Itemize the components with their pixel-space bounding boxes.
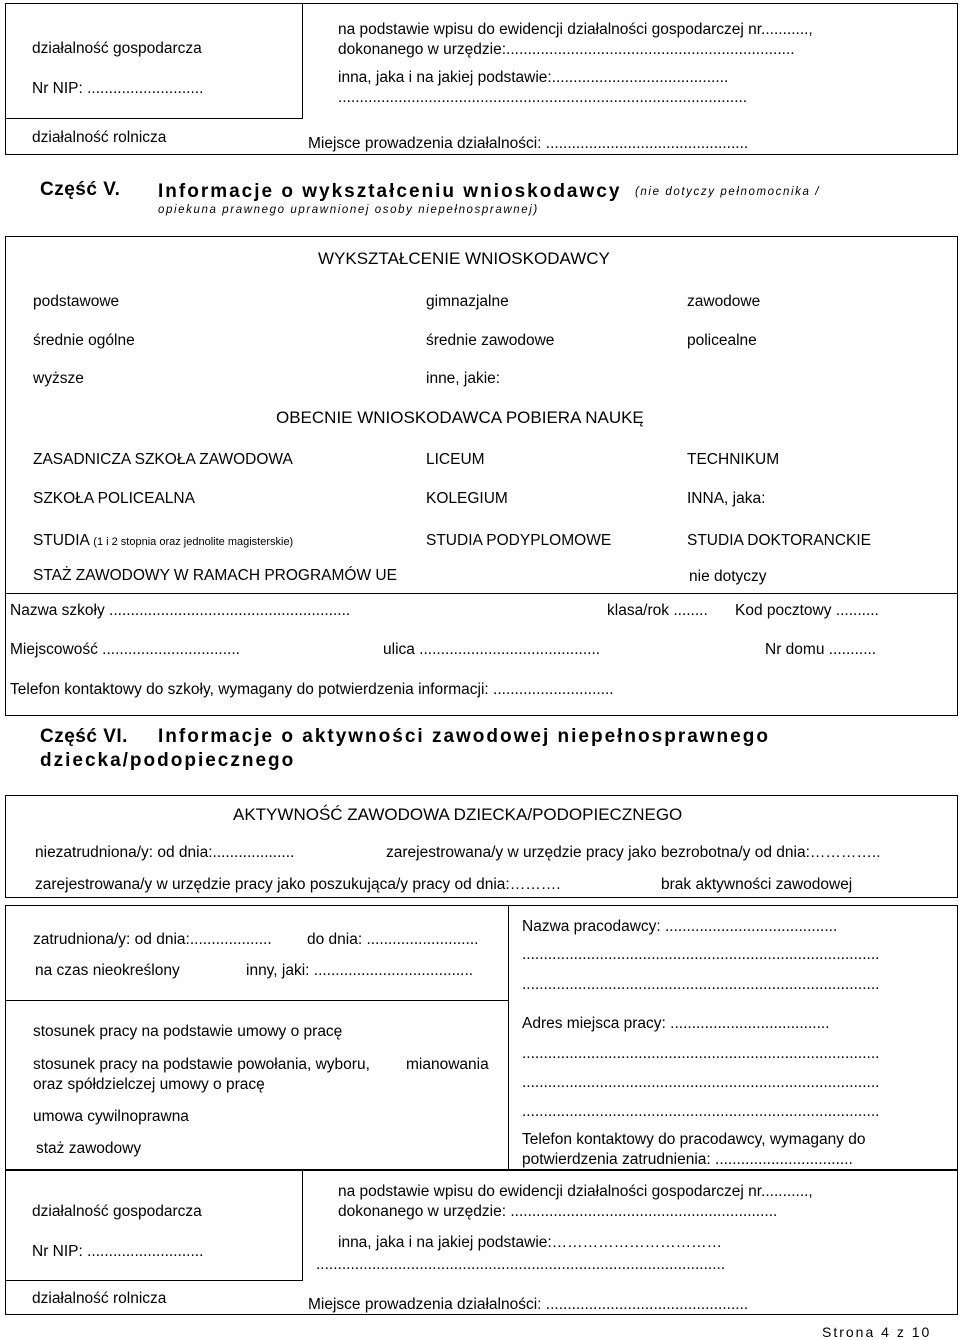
business-divider	[302, 1170, 303, 1280]
activity-header: AKTYWNOŚĆ ZAWODOWA DZIECKA/PODOPIECZNEGO	[233, 805, 683, 824]
house-number-field[interactable]: Nr domu ...........	[765, 641, 877, 658]
part5-label: Część V.	[40, 179, 121, 200]
top-registry-line1[interactable]: na podstawie wpisu do ewidencji działalności gospodarczej nr...........,	[338, 21, 813, 38]
learn-college[interactable]: KOLEGIUM	[426, 490, 508, 507]
school-name-field[interactable]: Nazwa szkoły ........................................................	[10, 602, 351, 619]
learn-basic-vocational[interactable]: ZASADNICZA SZKOŁA ZAWODOWA	[33, 451, 293, 468]
internship-option[interactable]: staż zawodowy	[36, 1140, 142, 1157]
business-activity-option[interactable]: działalność gospodarcza	[32, 1203, 202, 1220]
business-other-basis-line1[interactable]: inna, jaka i na jakiej podstawie:……………………………	[338, 1234, 723, 1251]
employment-hline	[5, 1000, 508, 1001]
employer-phone-line1[interactable]: Telefon kontaktowy do pracodawcy, wymagany do	[522, 1131, 866, 1148]
unemployed-option[interactable]: niezatrudniona/y: od dnia:...................	[35, 844, 295, 861]
postal-code-field[interactable]: Kod pocztowy ..........	[735, 602, 879, 619]
top-place-field[interactable]: Miejsce prowadzenia działalności: ...............................................	[308, 135, 749, 152]
employed-to-field[interactable]: do dnia: ..........................	[307, 931, 479, 948]
learn-post-secondary-school[interactable]: SZKOŁA POLICEALNA	[33, 490, 195, 507]
page-number: Strona 4 z 10	[822, 1324, 932, 1340]
business-place-field[interactable]: Miejsce prowadzenia działalności: ...............................................	[308, 1296, 749, 1313]
registered-jobseeker-option[interactable]: zarejestrowana/y w urzędzie pracy jako poszukująca/y pracy od dnia:……….	[35, 876, 561, 893]
workplace-address-field[interactable]: Adres miejsca pracy: .....................................	[522, 1015, 830, 1032]
learn-postgraduate[interactable]: STUDIA PODYPLOMOWE	[426, 532, 612, 549]
workplace-address-line4[interactable]: ...................................................................................	[522, 1103, 880, 1120]
part5-note-line1: (nie dotyczy pełnomocnika /	[635, 186, 821, 198]
part5-title: Informacje o wykształceniu wnioskodawcy	[158, 181, 622, 202]
learn-lyceum[interactable]: LICEUM	[426, 451, 485, 468]
learn-not-applicable[interactable]: nie dotyczy	[689, 568, 767, 585]
school-phone-field[interactable]: Telefon kontaktowy do szkoły, wymagany do potwierdzenia informacji: ............................	[10, 681, 614, 698]
business-nip-field[interactable]: Nr NIP: ...........................	[32, 1243, 204, 1260]
business-other-basis-line2[interactable]: ...............................................................................................	[316, 1256, 726, 1273]
edu-vocational[interactable]: zawodowe	[687, 293, 761, 310]
learn-other-school[interactable]: INNA, jaka:	[687, 490, 766, 507]
top-nip-field[interactable]: Nr NIP: ...........................	[32, 80, 204, 97]
edu-secondary-general[interactable]: średnie ogólne	[33, 332, 135, 349]
part6-title-line1: Informacje o aktywności zawodowej niepełnosprawnego	[158, 726, 770, 747]
contract-appointment-line2[interactable]: oraz spółdzielczej umowy o pracę	[33, 1076, 265, 1093]
education-header: WYKSZTAŁCENIE WNIOSKODAWCY	[318, 249, 610, 268]
edu-other[interactable]: inne, jakie:	[426, 370, 501, 387]
indefinite-option[interactable]: na czas nieokreślony	[35, 962, 180, 979]
top-divider	[302, 3, 303, 118]
learn-technical[interactable]: TECHNIKUM	[687, 451, 780, 468]
edu-higher[interactable]: wyższe	[33, 370, 84, 387]
business-hline	[5, 1280, 303, 1281]
employed-from-field[interactable]: zatrudniona/y: od dnia:...................	[33, 931, 272, 948]
employer-name-line2[interactable]: ...................................................................................	[522, 946, 880, 963]
top-registry-line2[interactable]: dokonanego w urzędzie:...................................................................	[338, 41, 795, 58]
other-period-field[interactable]: inny, jaki: .....................................	[246, 962, 474, 979]
top-other-basis-line1[interactable]: inna, jaka i na jakiej podstawie:.........................................	[338, 69, 729, 86]
learning-header: OBECNIE WNIOSKODAWCA POBIERA NAUKĘ	[276, 408, 644, 427]
street-field[interactable]: ulica ..........................................	[383, 641, 601, 658]
contract-employment-option[interactable]: stosunek pracy na podstawie umowy o pracę	[33, 1023, 343, 1040]
workplace-address-line2[interactable]: ...................................................................................	[522, 1045, 880, 1062]
civil-contract-option[interactable]: umowa cywilnoprawna	[33, 1108, 189, 1125]
no-activity-option[interactable]: brak aktywności zawodowej	[661, 876, 853, 893]
top-hline	[5, 118, 303, 119]
workplace-address-line3[interactable]: ...................................................................................	[522, 1074, 880, 1091]
employment-divider	[508, 905, 509, 1170]
contract-appointment-nomination[interactable]: mianowania	[406, 1056, 489, 1073]
business-registry-line1[interactable]: na podstawie wpisu do ewidencji działalności gospodarczej nr...........,	[338, 1183, 813, 1200]
farming-option[interactable]: działalność rolnicza	[32, 1290, 167, 1307]
top-farming[interactable]: działalność rolnicza	[32, 129, 167, 146]
edu-post-secondary[interactable]: policealne	[687, 332, 757, 349]
top-other-basis-line2[interactable]: ...............................................................................................	[338, 89, 748, 106]
employer-name-field[interactable]: Nazwa pracodawcy: ........................................	[522, 918, 838, 935]
learn-internship[interactable]: STAŻ ZAWODOWY W RAMACH PROGRAMÓW UE	[33, 567, 397, 584]
city-field[interactable]: Miejscowość ................................	[10, 641, 240, 658]
top-business-activity[interactable]: działalność gospodarcza	[32, 40, 202, 57]
business-registry-line2[interactable]: dokonanego w urzędzie: ..............................................................	[338, 1203, 778, 1220]
part6-title-line2: dziecka/podopiecznego	[40, 750, 296, 771]
education-box-line	[5, 593, 958, 594]
learn-doctoral[interactable]: STUDIA DOKTORANCKIE	[687, 532, 872, 549]
class-year-field[interactable]: klasa/rok ........	[607, 602, 708, 619]
edu-secondary-vocational[interactable]: średnie zawodowe	[426, 332, 555, 349]
learn-studies[interactable]	[33, 532, 293, 550]
registered-unemployed-option[interactable]: zarejestrowana/y w urzędzie pracy jako bezrobotna/y od dnia:…………..	[386, 844, 881, 861]
employer-phone-line2[interactable]: potwierdzenia zatrudnienia: ................................	[522, 1151, 853, 1168]
learn-studies-note: (1 i 2 stopnia oraz jednolite magisterskie)	[93, 536, 294, 548]
edu-primary[interactable]: podstawowe	[33, 293, 120, 310]
edu-gymnasium[interactable]: gimnazjalne	[426, 293, 509, 310]
employer-name-line3[interactable]: ...................................................................................	[522, 976, 880, 993]
contract-appointment-line1[interactable]: stosunek pracy na podstawie powołania, wyboru,	[33, 1056, 370, 1073]
learn-studies-label: STUDIA	[33, 532, 89, 549]
part6-label: Część VI.	[40, 726, 128, 747]
part5-note-line2: opiekuna prawnego uprawnionej osoby niepełnosprawnej)	[158, 204, 539, 216]
